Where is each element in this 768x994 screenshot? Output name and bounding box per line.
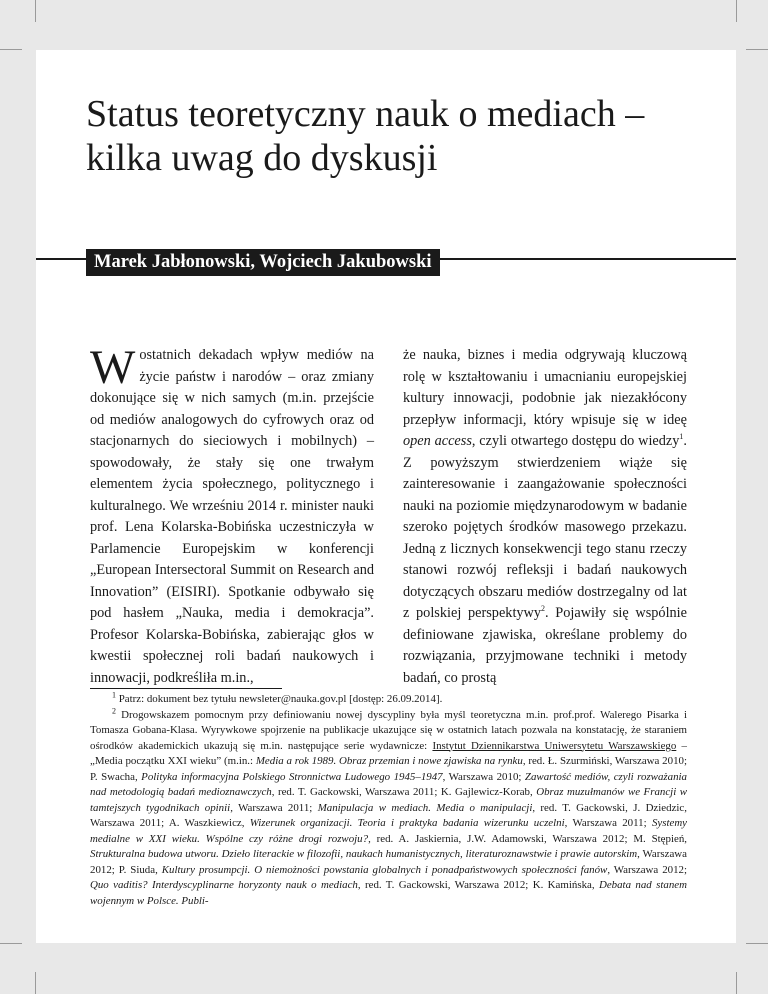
footnote-ref-1[interactable]: 1 [679, 432, 684, 442]
footnote-2-title: Wizerunek organizacji. Teoria i praktyka badania wizerunku uczelni [249, 817, 565, 829]
footnote-2-text: , red. A. Jaskiernia, J.W. Adamowski, Warszawa 2012; M. Stępień, [368, 832, 687, 845]
column-right-text-c: . Z powyższym stwierdzeniem wiąże się zainteresowanie i zaangażowanie społeczności nauki na poziomie międzynarodowym w badanie szeroko pojętych środków masowego przekazu. Jedną z licznych konsekwencji tego stanu rzeczy stanowi rozwój refleksji i badań naukowych dotyczących obszaru mediów dostrzegalny od lat z polskiej perspektywy [403, 433, 687, 621]
footnote-2-title: Debata nad stanem wojennym w Polsce. Publi- [90, 879, 687, 907]
footnote-2-number: 2 [112, 705, 116, 715]
column-right-text-b: , czyli otwartego dostępu do wiedzy [471, 433, 680, 449]
title-line-2: kilka uwag do dyskusji [86, 137, 438, 179]
footnote-ref-2[interactable]: 2 [541, 604, 546, 614]
footnote-2-title: Obraz muzułmanów we Francji w tamtejszych tygodnikach opinii [90, 786, 687, 814]
footnote-2-text: , red. Ł. Szurmiński, Warszawa 2010; P. Swacha, [90, 755, 687, 783]
crop-mark-bottom-left [35, 972, 36, 994]
crop-mark-right-top [746, 49, 768, 50]
footnote-2-title: Systemy medialne w XXI wieku. Wspólne czy różne drogi rozwoju? [90, 817, 688, 845]
footnote-2-text: , red. T. Gackowski, Warszawa 2011; K. Gajlewicz-Korab, [271, 786, 537, 798]
column-right [403, 345, 687, 689]
footnote-2-text: , Warszawa 2012; P. Siuda, [90, 848, 687, 876]
footnote-2-text: – „Media początku XXI wieku” (m.in.: [90, 739, 687, 767]
footnote-1-text: Patrz: dokument bez tytułu newsleter@nauka.gov.pl [dostęp: 26.09.2014]. [116, 693, 443, 705]
crop-mark-right-bottom [746, 943, 768, 944]
footnote-2-text: , Warszawa 2012; [607, 863, 687, 876]
author-names: Marek Jabłonowski, Wojciech Jakubowski [86, 249, 440, 276]
footnote-2-text: , Warszawa 2011; [230, 801, 318, 814]
footnote-2-text: , red. T. Gackowski, Warszawa 2012; K. Kamińska, [357, 879, 599, 891]
footnote-2 [90, 705, 688, 910]
footnote-2-title: Manipulacja w mediach. Media o manipulacji [317, 801, 533, 814]
footnote-2-title: Zawartość mediów, czyli rozważania nad metodologią badań medioznawczych [90, 770, 687, 798]
footnote-1 [90, 692, 687, 708]
footnote-2-title: Strukturalna budowa utworu. Dzieło literackie w filozofii, naukach humanistycznych, literaturoznawstwie i prawie autorskim [90, 848, 638, 860]
crop-mark-top-left [35, 0, 36, 22]
footnote-2-title: Media a rok 1989. Obraz przemian i nowe zjawiska na rynku [255, 755, 523, 767]
crop-mark-top-right [736, 0, 737, 22]
footnote-2-title: Quo vaditis? Interdyscyplinarne horyzonty nauk o mediach [90, 879, 358, 891]
column-right-text-a: że nauka, biznes i media odgrywają kluczową rolę w kształtowaniu i umacnianiu europejskiej kultury innowacji, podobnie jak niezakłócony przepływ informacji, który wpisuje się w ideę [403, 347, 687, 428]
footnote-2-title: Polityka informacyjna Polskiego Stronnictwa Ludowego 1945–1947 [141, 770, 443, 783]
article-title [86, 92, 706, 180]
footnote-2-text: , Warszawa 2011; [564, 817, 652, 829]
page [36, 50, 736, 943]
column-left [90, 341, 374, 689]
footnote-1-number: 1 [112, 690, 116, 700]
title-line-1: Status teoretyczny nauk o mediach – [86, 93, 645, 135]
footnotes [90, 688, 687, 909]
column-left-text: ostatnich dekadach wpływ mediów na życie państw i narodów – oraz zmiany dokonujące się w nich samych (m.in. przejście od mediów analogowych do cyfrowych oraz od stacjonarnych do sieciowych i mobilnych) – spowodowały, że stały się one trwałym elementem życia społecznego, politycznego i kulturalnego. We wrześniu 2014 r. minister nauki prof. Lena Kolarska-Bobińska uczestniczyła w Parlamencie Europejskim w konferencji „European Intersectoral Summit on Research and Innovation” (EISIRI). Spotkanie odbywało się pod hasłem „Nauka, media i demokracja”. Profesor Kolarska-Bobińska, zabierając głos w kwestii społecznej roli badań naukowych i innowacji, podkreśliła m.in., [90, 347, 374, 686]
drop-cap: W [90, 341, 136, 394]
open-access-term: open access [403, 433, 472, 449]
footnote-2-text: , Warszawa 2010; [442, 770, 525, 783]
footnote-2-link[interactable]: Instytut Dziennikarstwa Uniwersytetu Warszawskiego [432, 739, 677, 752]
footnote-2-title: Kultury prosumpcji. O niemożności powstania globalnych i ponadpaństwowych społeczności fanów [161, 863, 608, 876]
crop-mark-bottom-right [736, 972, 737, 994]
footnote-2-text: Drogowskazem pomocnym przy definiowaniu nowej dyscypliny była myśl teoretyczna m.in. prof.prof. Walerego Pisarka i Tomasza Gobana-Klasa. Wyrywkowe spojrzenie na publikacje ukazujące się w ostatnich latach pozwala na konstatację, że staraniem ośrodków akademickich ukazują się m.in. następujące serie wydawnicze: [90, 708, 687, 752]
article-body [90, 341, 688, 689]
footnote-rule [90, 688, 282, 689]
column-right-text-d: . Pojawiły się wspólnie definiowane zjawiska, określane problemy do rozwiązania, przyjmowane techniki i metody badań, co prostą [403, 605, 688, 686]
crop-mark-left-bottom [0, 943, 22, 944]
crop-mark-left-top [0, 49, 22, 50]
footnote-2-text: , red. T. Gackowski, J. Dziedzic, Warszawa 2011; A. Waszkiewicz, [90, 801, 687, 829]
